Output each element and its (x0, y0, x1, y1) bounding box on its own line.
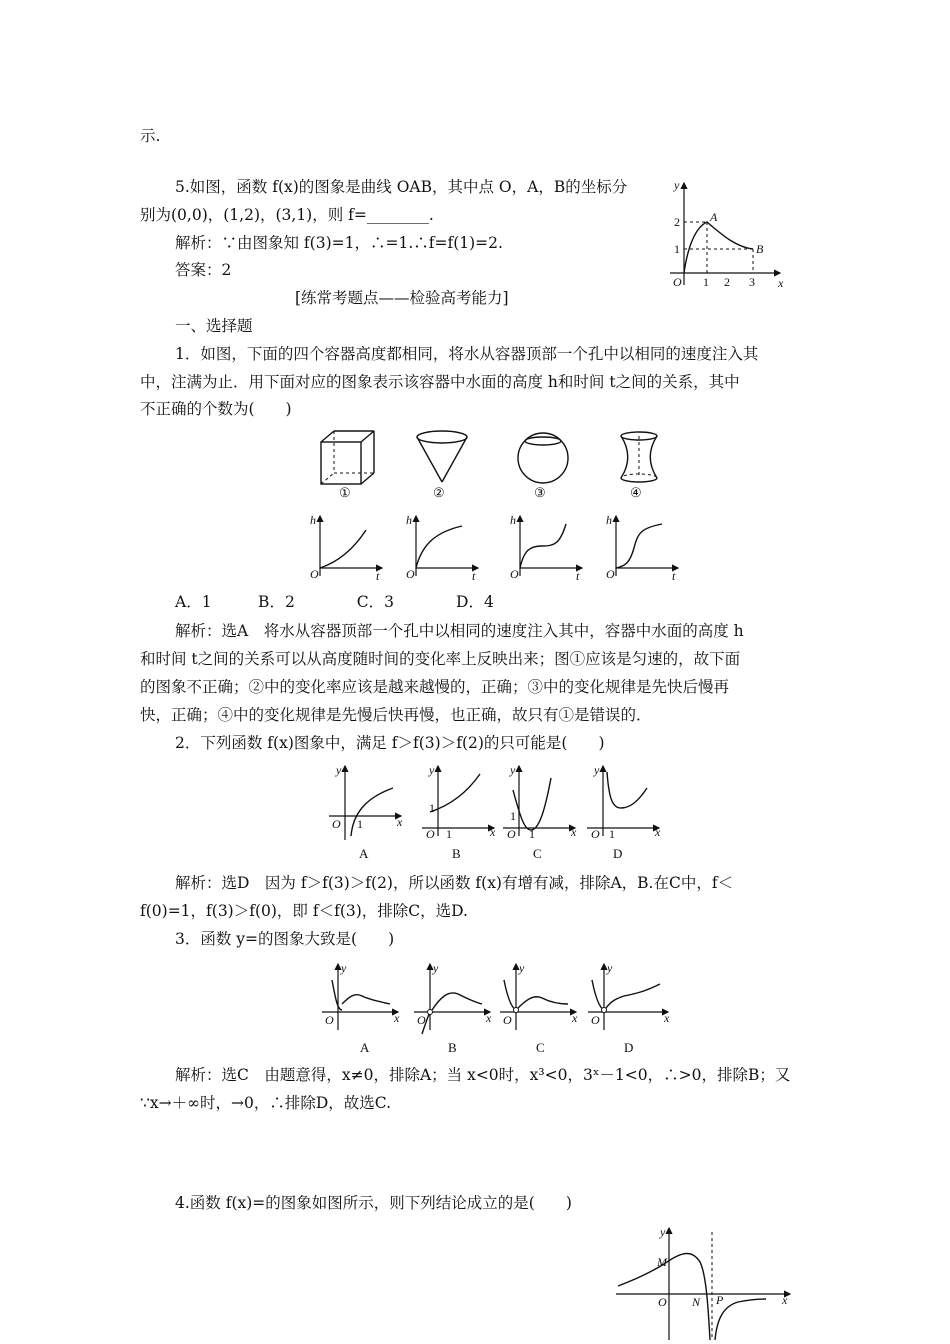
x-tick-label: 1 (703, 275, 709, 289)
origin-label: O (510, 567, 519, 581)
point-b-label: B (756, 242, 764, 256)
height-time-graph-4 (604, 510, 684, 582)
q2-graph-a (325, 760, 407, 864)
y-axis-label: y (660, 1225, 666, 1239)
x-tick-label: 2 (724, 275, 730, 289)
graph-caption: C (533, 846, 542, 861)
x-axis-label: x (572, 1011, 578, 1025)
graph-caption: A (359, 846, 369, 861)
q2-graph-d (583, 760, 665, 864)
x-axis-label: x (778, 276, 784, 290)
problem-5-solution: 解析：∵由图象知 f(3)=1，∴=1.∴f=f(1)=2. (175, 234, 503, 252)
container-label: ④ (630, 485, 642, 500)
q2-graph-c (499, 760, 581, 864)
y-tick-label: 1 (674, 242, 680, 256)
origin-label: O (325, 1013, 334, 1027)
origin-label: O (426, 827, 435, 841)
q3-graph-a (318, 958, 404, 1060)
origin-label: O (658, 1295, 667, 1309)
y-axis-label: y (594, 763, 600, 777)
question-2: 2．下列函数 f(x)图象中，满足 f＞f(3)＞f(2)的只可能是( ) (175, 734, 605, 752)
y-axis-label: y (510, 763, 516, 777)
y-axis-label: y (341, 961, 347, 975)
tick-label: 1 (510, 809, 516, 823)
problem-5-answer: 答案：2 (175, 261, 232, 279)
origin-label: O (673, 275, 682, 289)
q4-graph (614, 1222, 794, 1344)
question-1-options: A．1 B．2 C．3 D．4 (175, 593, 494, 611)
y-axis-label: y (433, 961, 439, 975)
tick-label: 1 (357, 817, 363, 831)
origin-label: O (332, 817, 341, 831)
problem-5-line-2: 别为(0,0)，(1,2)，(3,1)，则 f=________. (140, 206, 434, 224)
question-1-solution-3: 的图象不正确；②中的变化率应该是越来越慢的，正确；③中的变化规律是先快后慢再 (140, 678, 730, 696)
graph-caption: C (536, 1040, 545, 1055)
x-axis-label: x (664, 1011, 670, 1025)
y-axis-label: y (519, 961, 525, 975)
tick-label: 1 (429, 801, 435, 815)
tick-label: 1 (446, 827, 452, 841)
graph-caption: D (613, 846, 623, 861)
origin-label: O (606, 567, 615, 581)
problem-5-line-1: 5.如图，函数 f(x)的图象是曲线 OAB，其中点 O，A，B的坐标分 (175, 178, 628, 196)
origin-label: O (310, 567, 319, 581)
question-1-solution-2: 和时间 t之间的关系可以从高度随时间的变化率上反映出来；图①应该是匀速的，故下面 (140, 650, 741, 668)
point-n-label: N (692, 1295, 701, 1309)
origin-label: O (591, 827, 600, 841)
container-cube (318, 428, 378, 500)
point-a-label: A (710, 210, 718, 224)
question-1-solution-4: 快，正确；④中的变化规律是先慢后快再慢，也正确，故只有①是错误的． (140, 706, 652, 724)
h-axis-label: h (606, 513, 612, 527)
x-axis-label: x (394, 1011, 400, 1025)
x-axis-label: x (571, 825, 577, 839)
q3-graph-d (584, 958, 674, 1060)
y-axis-label: y (607, 961, 613, 975)
height-time-graph-3 (508, 510, 588, 582)
x-axis-label: x (782, 1293, 788, 1307)
point-m-label: M (657, 1255, 667, 1269)
question-3-solution-2: ∵x→＋∞时，→0，∴排除D，故选C. (140, 1094, 392, 1112)
t-axis-label: t (472, 569, 476, 583)
tick-label: 1 (609, 827, 615, 841)
origin-label: O (417, 1013, 426, 1027)
question-1-line-1: 1．如图，下面的四个容器高度都相同，将水从容器顶部一个孔中以相同的速度注入其 (175, 345, 759, 363)
container-cone (412, 428, 472, 500)
question-1-line-3: 不正确的个数为( ) (140, 400, 292, 418)
q3-graph-c (496, 958, 582, 1060)
t-axis-label: t (672, 569, 676, 583)
t-axis-label: t (576, 569, 580, 583)
question-3-solution-1: 解析：选C 由题意得，x≠0，排除A；当 x<0时，x³<0，3ˣ－1<0，∴>0，排除B；又 (175, 1066, 791, 1084)
height-time-graph-1 (308, 510, 388, 582)
h-axis-label: h (406, 513, 412, 527)
container-label: ③ (534, 485, 546, 500)
question-1-line-2: 中，注满为止．用下面对应的图象表示该容器中水面的高度 h和时间 t之间的关系，其中 (140, 373, 740, 391)
question-1-solution-1: 解析：选A 将水从容器顶部一个孔中以相同的速度注入其中，容器中水面的高度 h (175, 622, 744, 640)
container-waisted (610, 428, 670, 500)
question-4: 4.函数 f(x)=的图象如图所示，则下列结论成立的是( ) (175, 1194, 572, 1212)
q2-graph-b (418, 760, 500, 864)
origin-label: O (507, 827, 516, 841)
graph-caption: B (448, 1040, 457, 1055)
y-tick-label: 2 (674, 215, 680, 229)
tick-label: 1 (529, 827, 535, 841)
graph-caption: D (624, 1040, 634, 1055)
x-axis-label: x (397, 815, 403, 829)
x-tick-label: 3 (749, 275, 755, 289)
section-title: 一、选择题 (175, 317, 253, 335)
h-axis-label: h (510, 513, 516, 527)
x-axis-label: x (490, 825, 496, 839)
y-axis-label: y (336, 763, 342, 777)
graph-caption: B (452, 846, 461, 861)
problem-5-figure (660, 175, 790, 290)
h-axis-label: h (310, 513, 316, 527)
y-axis-label: y (674, 178, 680, 192)
container-sphere (514, 428, 574, 500)
origin-label: O (406, 567, 415, 581)
question-2-solution-1: 解析：选D 因为 f＞f(3)＞f(2)，所以函数 f(x)有增有减，排除A，B.在C中，f＜ (175, 874, 734, 892)
container-label: ② (433, 485, 445, 500)
point-p-label: P (716, 1293, 724, 1307)
origin-label: O (503, 1013, 512, 1027)
x-axis-label: x (655, 825, 661, 839)
text-line: 示. (140, 127, 161, 145)
q3-graph-b (410, 958, 496, 1060)
graph-caption: A (360, 1040, 370, 1055)
question-3: 3．函数 y=的图象大致是( ) (175, 930, 395, 948)
origin-label: O (591, 1013, 600, 1027)
y-axis-label: y (429, 763, 435, 777)
x-axis-label: x (486, 1011, 492, 1025)
section-heading: [练常考题点——检验高考能力] (295, 289, 509, 307)
height-time-graph-2 (404, 510, 484, 582)
question-2-solution-2: f(0)=1，f(3)＞f(0)，即 f＜f(3)，排除C，选D. (140, 902, 468, 920)
t-axis-label: t (376, 569, 380, 583)
container-label: ① (339, 485, 351, 500)
